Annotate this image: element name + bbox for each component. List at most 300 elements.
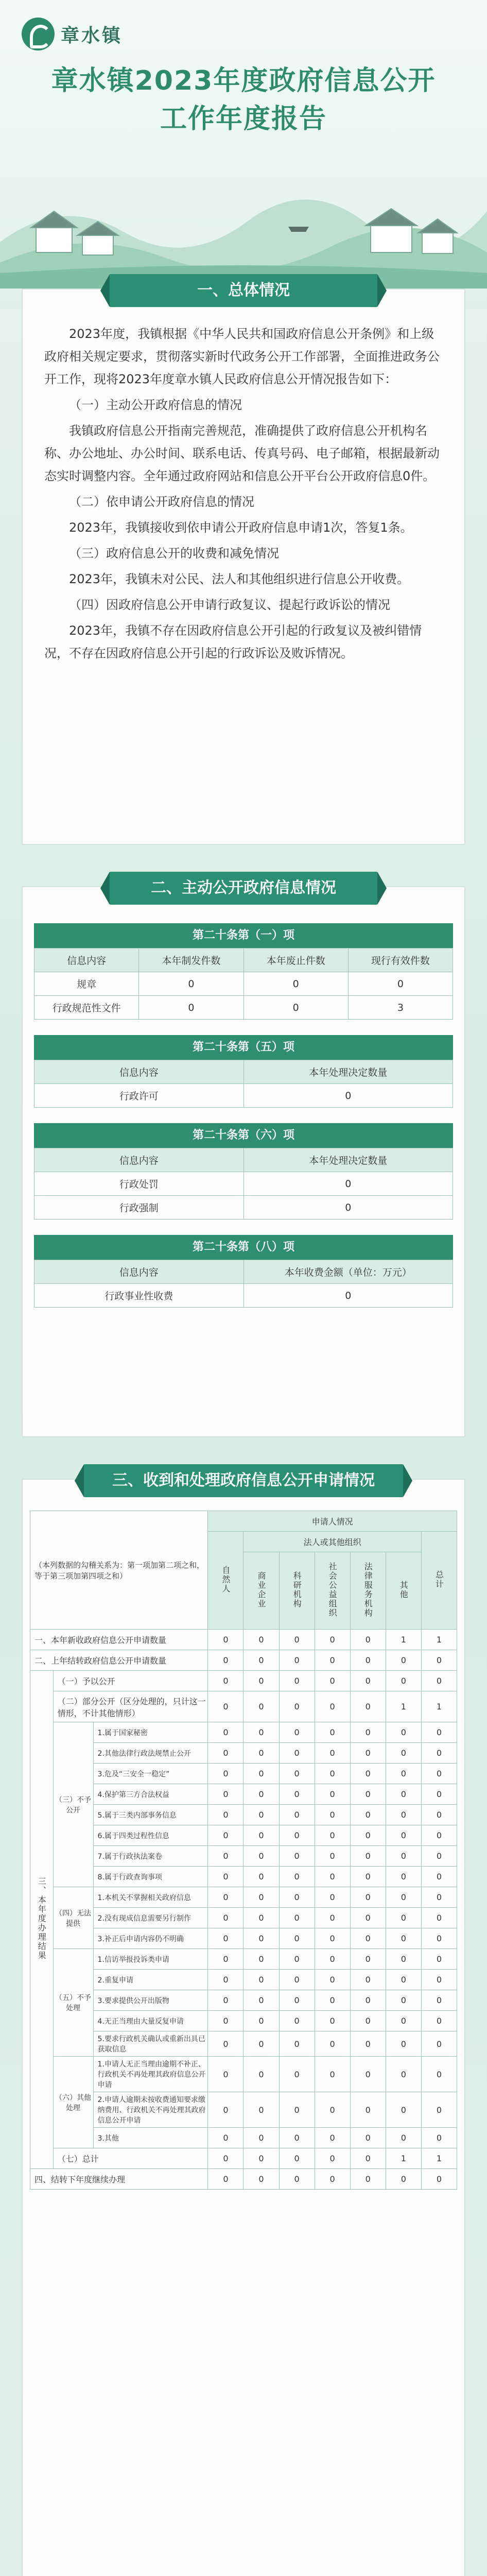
t4-head-1: 本年收费金额（单位：万元）: [243, 1260, 453, 1284]
value-cell: 0: [208, 2128, 243, 2148]
value-cell: 0: [315, 2092, 350, 2128]
value-cell: 0: [208, 2031, 243, 2057]
subgroup-cell: [53, 2057, 93, 2148]
value-cell: 0: [208, 2169, 243, 2190]
row-label: 一、本年新收政府信息公开申请数量: [30, 1630, 208, 1650]
value-cell: 0: [315, 1691, 350, 1722]
value-cell: 0: [386, 1722, 421, 1743]
value-cell: 0: [279, 1743, 315, 1764]
value-cell: 0: [350, 1784, 386, 1805]
t2-head-0: 信息内容: [34, 1060, 244, 1084]
cell: 0: [243, 972, 348, 996]
value-cell: 0: [243, 1743, 279, 1764]
subhead-4: （四）因政府信息公开申请行政复议、提起行政诉讼的情况: [69, 598, 390, 612]
value-cell: 0: [243, 2128, 279, 2148]
value-cell: 0: [386, 1928, 421, 1949]
value-cell: 1: [421, 1630, 457, 1650]
value-cell: 0: [279, 1846, 315, 1867]
value-cell: 0: [386, 1650, 421, 1671]
value-cell: 0: [243, 1784, 279, 1805]
requests-table: [30, 1511, 457, 2190]
value-cell: 0: [279, 1867, 315, 1887]
table-row: [30, 2092, 457, 2128]
value-cell: 0: [243, 1846, 279, 1867]
value-cell: 0: [208, 1846, 243, 1867]
value-cell: 0: [386, 1887, 421, 1908]
table-row: [30, 1846, 457, 1867]
value-cell: 0: [386, 1908, 421, 1928]
value-cell: 0: [279, 2031, 315, 2057]
value-cell: 0: [279, 2148, 315, 2169]
body-4: 2023年，我镇不存在因政府信息公开引起的行政复议及被纠错情况，不存在因政府信息公开引起的行政诉讼及败诉情况。: [44, 623, 422, 660]
value-cell: 0: [421, 1990, 457, 2011]
value-cell: 0: [315, 1671, 350, 1691]
value-cell: 0: [386, 1970, 421, 1990]
value-cell: 0: [421, 1949, 457, 1970]
table-row: [30, 1764, 457, 1784]
value-cell: 0: [208, 1928, 243, 1949]
value-cell: 0: [350, 1691, 386, 1722]
value-cell: 0: [315, 2128, 350, 2148]
value-cell: 0: [386, 1990, 421, 2011]
value-cell: 0: [243, 1825, 279, 1846]
value-cell: 0: [208, 2057, 243, 2092]
value-cell: 0: [421, 1970, 457, 1990]
value-cell: 0: [421, 1764, 457, 1784]
t1-head-0: 信息内容: [34, 948, 139, 972]
value-cell: 0: [208, 1887, 243, 1908]
row-label: （七）总计: [53, 2148, 208, 2169]
value-cell: 0: [279, 1805, 315, 1825]
value-cell: 0: [315, 2148, 350, 2169]
applicant-header: 申请人情况: [208, 1511, 457, 1532]
brand-name: 章水镇: [61, 24, 123, 46]
value-cell: 0: [421, 2011, 457, 2031]
table-row: [30, 1825, 457, 1846]
value-cell: 0: [350, 1990, 386, 2011]
table1-title: 第二十条第（一）项: [34, 923, 453, 948]
value-cell: 0: [315, 1764, 350, 1784]
value-cell: 0: [279, 1970, 315, 1990]
value-cell: 0: [243, 1764, 279, 1784]
t2-head-1: 本年处理决定数量: [243, 1060, 453, 1084]
title-line-1: 章水镇2023年度政府信息公开: [51, 65, 436, 96]
value-cell: 0: [386, 1671, 421, 1691]
page-title: [0, 62, 487, 138]
table-row: [34, 972, 453, 996]
emblem-icon: [22, 18, 55, 50]
value-cell: 0: [421, 2128, 457, 2148]
value-cell: 1: [421, 1691, 457, 1722]
value-cell: 0: [243, 2148, 279, 2169]
landscape-illustration: [0, 165, 487, 289]
value-cell: 0: [386, 1743, 421, 1764]
value-cell: 0: [279, 1722, 315, 1743]
value-cell: 0: [421, 1867, 457, 1887]
subgroup-label: （六）其他处理: [55, 2093, 92, 2112]
value-cell: 0: [386, 1784, 421, 1805]
value-cell: 0: [350, 2092, 386, 2128]
value-cell: 0: [208, 2092, 243, 2128]
subgroup-cell: [53, 1887, 93, 1949]
value-cell: 0: [315, 2057, 350, 2092]
value-cell: 0: [386, 1805, 421, 1825]
value-cell: 0: [421, 1928, 457, 1949]
table-row: [30, 1867, 457, 1887]
legal-col: 其他: [398, 1580, 409, 1599]
value-cell: 0: [386, 2092, 421, 2128]
table-row: [30, 2011, 457, 2031]
table-row: [30, 1805, 457, 1825]
natural-person-header: 自然人: [220, 1565, 231, 1594]
row-label: 二、上年结转政府信息公开申请数量: [30, 1650, 208, 1671]
value-cell: 0: [386, 2169, 421, 2190]
logo: [22, 18, 123, 50]
table3-title: 第二十条第（六）项: [34, 1123, 453, 1148]
value-cell: 0: [350, 1846, 386, 1867]
result-group-label: 三、本年度办理结果: [37, 1877, 47, 1960]
table-row: [30, 1887, 457, 1908]
value-cell: 0: [243, 1867, 279, 1887]
table-fees: [34, 1260, 453, 1308]
value-cell: 1: [386, 1630, 421, 1650]
value-cell: 1: [386, 1691, 421, 1722]
value-cell: 0: [421, 1805, 457, 1825]
cell: 行政事业性收费: [34, 1284, 244, 1308]
value-cell: 0: [208, 1908, 243, 1928]
value-cell: 0: [208, 1630, 243, 1650]
value-cell: 0: [350, 2169, 386, 2190]
item-label: 1.本机关不掌握相关政府信息: [93, 1887, 208, 1908]
value-cell: 0: [350, 2011, 386, 2031]
value-cell: 0: [421, 1908, 457, 1928]
value-cell: 0: [208, 1722, 243, 1743]
value-cell: 0: [386, 1846, 421, 1867]
value-cell: 0: [279, 1650, 315, 1671]
row-label: 四、结转下年度继续办理: [30, 2169, 208, 2190]
value-cell: 0: [279, 1671, 315, 1691]
item-label: 4.无正当理由大量反复申请: [93, 2011, 208, 2031]
value-cell: 0: [315, 2169, 350, 2190]
value-cell: 0: [350, 1722, 386, 1743]
item-label: 3.要求提供公开出版物: [93, 1990, 208, 2011]
value-cell: 0: [386, 2011, 421, 2031]
value-cell: 0: [279, 1908, 315, 1928]
table-row: [30, 1650, 457, 1671]
cell: 0: [243, 1196, 453, 1219]
value-cell: 0: [421, 2169, 457, 2190]
value-cell: 0: [243, 2092, 279, 2128]
table-row: [30, 1722, 457, 1743]
value-cell: 0: [421, 1887, 457, 1908]
table-penalties: [34, 1148, 453, 1219]
cell: 0: [243, 1284, 453, 1308]
legal-group-header: 法人或其他组织: [243, 1532, 421, 1552]
value-cell: 0: [315, 1805, 350, 1825]
value-cell: 0: [279, 1784, 315, 1805]
item-label: 6.属于四类过程性信息: [93, 1825, 208, 1846]
value-cell: 0: [350, 1928, 386, 1949]
section-heading-3: 三、收到和处理政府信息公开申请情况: [84, 1464, 403, 1497]
table-row: [34, 1196, 453, 1219]
value-cell: 0: [243, 1650, 279, 1671]
value-cell: 0: [243, 1887, 279, 1908]
value-cell: 0: [208, 2148, 243, 2169]
value-cell: 0: [315, 1630, 350, 1650]
corner-note: （本列数据的勾稽关系为：第一项加第二项之和，等于第三项加第四项之和）: [30, 1511, 208, 1630]
value-cell: 0: [279, 1691, 315, 1722]
value-cell: 0: [386, 2128, 421, 2148]
subhead-3: （三）政府信息公开的收费和减免情况: [69, 546, 279, 561]
table-row: [30, 1949, 457, 1970]
value-cell: 0: [315, 1970, 350, 1990]
item-label: 3.其他: [93, 2128, 208, 2148]
section-heading-1: 一、总体情况: [110, 274, 377, 307]
item-label: 3.补正后申请内容仍不明确: [93, 1928, 208, 1949]
value-cell: 0: [243, 2169, 279, 2190]
legal-col: 社会公益组织: [327, 1562, 338, 1618]
value-cell: 0: [350, 2031, 386, 2057]
value-cell: 0: [350, 1949, 386, 1970]
value-cell: 0: [315, 1743, 350, 1764]
value-cell: 0: [315, 1784, 350, 1805]
value-cell: 0: [421, 1650, 457, 1671]
value-cell: 1: [421, 2148, 457, 2169]
value-cell: 0: [208, 1825, 243, 1846]
table-row: [34, 1084, 453, 1108]
table-row: [30, 1990, 457, 2011]
value-cell: 0: [315, 1722, 350, 1743]
value-cell: 0: [208, 1650, 243, 1671]
result-group-cell: [30, 1671, 54, 2169]
value-cell: 0: [315, 1825, 350, 1846]
item-label: 2.其他法律行政法规禁止公开: [93, 1743, 208, 1764]
table-row: [30, 1691, 457, 1722]
cell: 行政规范性文件: [34, 996, 139, 1020]
value-cell: 0: [243, 1805, 279, 1825]
value-cell: 0: [315, 2011, 350, 2031]
value-cell: 0: [243, 1928, 279, 1949]
value-cell: 0: [350, 2148, 386, 2169]
value-cell: 0: [421, 1846, 457, 1867]
table-row: [30, 1671, 457, 1691]
cell: 行政强制: [34, 1196, 244, 1219]
table-row: [30, 2169, 457, 2190]
subgroup-label: （五）不予处理: [55, 1994, 92, 2012]
value-cell: 0: [243, 1949, 279, 1970]
value-cell: 0: [279, 1990, 315, 2011]
item-label: 3.危及“三安全一稳定”: [93, 1764, 208, 1784]
value-cell: 0: [421, 1722, 457, 1743]
value-cell: 1: [386, 2148, 421, 2169]
legal-col: 法律服务机构: [363, 1562, 373, 1618]
value-cell: 0: [386, 2031, 421, 2057]
value-cell: 0: [208, 1764, 243, 1784]
subgroup-label: （四）无法提供: [55, 1909, 92, 1928]
value-cell: 0: [350, 1908, 386, 1928]
table-row: [34, 996, 453, 1020]
value-cell: 0: [279, 1764, 315, 1784]
value-cell: 0: [279, 1949, 315, 1970]
value-cell: 0: [421, 2031, 457, 2057]
item-label: 7.属于行政执法案卷: [93, 1846, 208, 1867]
table-row: [30, 2057, 457, 2092]
total-header: 总计: [434, 1570, 444, 1589]
value-cell: 0: [315, 1990, 350, 2011]
hero-banner: [0, 0, 487, 309]
table-row: [30, 2128, 457, 2148]
value-cell: 0: [315, 2031, 350, 2057]
value-cell: 0: [243, 2057, 279, 2092]
value-cell: 0: [279, 2011, 315, 2031]
value-cell: 0: [243, 1990, 279, 2011]
value-cell: 0: [208, 1949, 243, 1970]
t1-head-3: 现行有效件数: [348, 948, 453, 972]
value-cell: 0: [279, 1928, 315, 1949]
value-cell: 0: [243, 1722, 279, 1743]
value-cell: 0: [350, 1671, 386, 1691]
legal-col: 商业企业: [256, 1571, 266, 1608]
table-row: [30, 1970, 457, 1990]
table-row: [34, 1172, 453, 1196]
value-cell: 0: [386, 2057, 421, 2092]
value-cell: 0: [386, 1867, 421, 1887]
value-cell: 0: [350, 2057, 386, 2092]
value-cell: 0: [279, 1887, 315, 1908]
body-2: 2023年，我镇接收到依申请公开政府信息申请1次，答复1条。: [69, 520, 413, 535]
value-cell: 0: [315, 1949, 350, 1970]
t3-head-0: 信息内容: [34, 1148, 244, 1172]
cell: 行政许可: [34, 1084, 244, 1108]
value-cell: 0: [350, 1743, 386, 1764]
subgroup-cell: [53, 1949, 93, 2057]
cell: 0: [243, 1172, 453, 1196]
section-overview: [22, 281, 465, 845]
value-cell: 0: [421, 2057, 457, 2092]
value-cell: 0: [350, 1825, 386, 1846]
value-cell: 0: [315, 1846, 350, 1867]
cell: 规章: [34, 972, 139, 996]
cell: 0: [139, 972, 243, 996]
table-regulations: [34, 948, 453, 1020]
value-cell: 0: [350, 1867, 386, 1887]
table-permits: [34, 1060, 453, 1108]
subgroup-label: （三）不予公开: [55, 1795, 92, 1815]
table-row: [30, 1630, 457, 1650]
subhead-2: （二）依申请公开政府信息的情况: [69, 495, 254, 509]
value-cell: 0: [350, 1764, 386, 1784]
table-row: [30, 2031, 457, 2057]
section-requests: [22, 1471, 465, 2576]
cell: 行政处罚: [34, 1172, 244, 1196]
value-cell: 0: [421, 1784, 457, 1805]
value-cell: 0: [243, 1691, 279, 1722]
table-row: [30, 2148, 457, 2169]
value-cell: 0: [386, 1764, 421, 1784]
value-cell: 0: [350, 1887, 386, 1908]
t3-head-1: 本年处理决定数量: [243, 1148, 453, 1172]
row-label: （二）部分公开（区分处理的，只计这一情形，不计其他情形）: [53, 1691, 208, 1722]
overview-intro: 2023年度，我镇根据《中华人民共和国政府信息公开条例》和上级政府相关规定要求，贯彻落实新时代政务公开工作部署，全面推进政务公开工作，现将2023年度章水镇人民政府信息公开情况报告如下：: [44, 327, 440, 386]
value-cell: 0: [315, 1887, 350, 1908]
value-cell: 0: [243, 1630, 279, 1650]
value-cell: 0: [208, 1743, 243, 1764]
value-cell: 0: [350, 1805, 386, 1825]
value-cell: 0: [208, 2011, 243, 2031]
value-cell: 0: [386, 1825, 421, 1846]
cell: 0: [348, 972, 453, 996]
value-cell: 0: [386, 1949, 421, 1970]
body-1: 我镇政府信息公开指南完善规范，准确提供了政府信息公开机构名称、办公地址、办公时间、联系电话、传真号码、电子邮箱，根据最新动态实时调整内容。全年通过政府网站和信息公开平台公开政府信息0件。: [44, 423, 440, 483]
value-cell: 0: [315, 1867, 350, 1887]
value-cell: 0: [208, 1990, 243, 2011]
item-label: 2.申请人逾期未按收费通知要求缴纳费用、行政机关不再处理其政府信息公开申请: [93, 2092, 208, 2128]
value-cell: 0: [243, 1671, 279, 1691]
value-cell: 0: [208, 1805, 243, 1825]
item-label: 2.重复申请: [93, 1970, 208, 1990]
item-label: 5.属于三类内部事务信息: [93, 1805, 208, 1825]
t1-head-1: 本年制发件数: [139, 948, 243, 972]
value-cell: 0: [315, 1908, 350, 1928]
value-cell: 0: [208, 1671, 243, 1691]
value-cell: 0: [243, 1908, 279, 1928]
table-row: [30, 1908, 457, 1928]
value-cell: 0: [350, 1650, 386, 1671]
table-row: [30, 1784, 457, 1805]
value-cell: 0: [243, 1970, 279, 1990]
subgroup-cell: [53, 1722, 93, 1887]
t4-head-0: 信息内容: [34, 1260, 244, 1284]
section-heading-2: 二、主动公开政府信息情况: [110, 872, 377, 905]
value-cell: 0: [279, 2057, 315, 2092]
table2-title: 第二十条第（五）项: [34, 1035, 453, 1060]
value-cell: 0: [421, 1825, 457, 1846]
item-label: 8.属于行政查询事项: [93, 1867, 208, 1887]
value-cell: 0: [350, 1970, 386, 1990]
value-cell: 0: [208, 1691, 243, 1722]
value-cell: 0: [421, 1743, 457, 1764]
value-cell: 0: [208, 1970, 243, 1990]
value-cell: 0: [421, 2092, 457, 2128]
value-cell: 0: [279, 2169, 315, 2190]
table-row: [30, 1928, 457, 1949]
overview-text: [23, 290, 464, 678]
value-cell: 0: [279, 1825, 315, 1846]
table4-title: 第二十条第（八）项: [34, 1235, 453, 1260]
table-row: [34, 1284, 453, 1308]
item-label: 2.没有现成信息需要另行制作: [93, 1908, 208, 1928]
row-label: （一）予以公开: [53, 1671, 208, 1691]
section-proactive: [22, 879, 465, 1437]
value-cell: 0: [350, 1630, 386, 1650]
value-cell: 0: [279, 2092, 315, 2128]
subhead-1: （一）主动公开政府信息的情况: [69, 398, 242, 412]
value-cell: 0: [350, 2128, 386, 2148]
value-cell: 0: [279, 2128, 315, 2148]
title-line-2: 工作年度报告: [160, 104, 327, 134]
value-cell: 0: [315, 1650, 350, 1671]
value-cell: 0: [208, 1867, 243, 1887]
t1-head-2: 本年废止件数: [243, 948, 348, 972]
value-cell: 0: [279, 1630, 315, 1650]
cell: 3: [348, 996, 453, 1020]
table-row: [30, 1743, 457, 1764]
cell: 0: [243, 1084, 453, 1108]
cell: 0: [139, 996, 243, 1020]
cell: 0: [243, 996, 348, 1020]
item-label: 1.申请人无正当理由逾期不补正、行政机关不再处理其政府信息公开申请: [93, 2057, 208, 2092]
value-cell: 0: [315, 1928, 350, 1949]
